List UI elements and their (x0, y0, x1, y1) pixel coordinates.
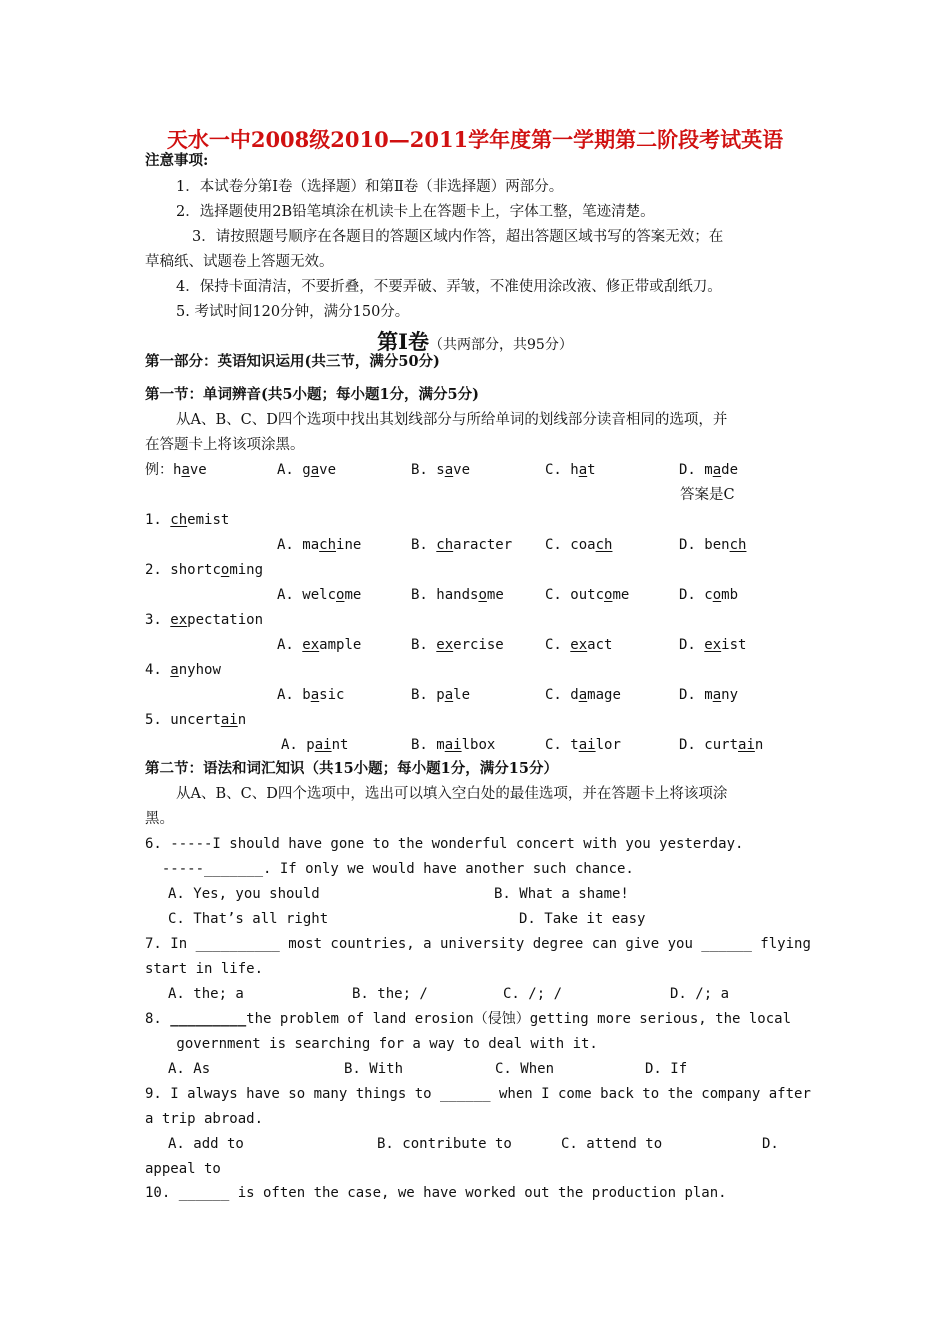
question-9-option-a: A. add to (168, 1136, 244, 1152)
notice-item: 4．保持卡面清洁，不要折叠，不要弄破、弄皱，不准使用涂改液、修正带或刮纸刀。 (176, 279, 722, 295)
notice-item: 3．请按照题号顺序在各题目的答题区域内作答，超出答题区域书写的答案无效；在 (192, 229, 724, 245)
section2-instruction: 黑。 (145, 811, 174, 827)
question-9-stem: 9. I always have so many things to ______ when I come back to the company after (145, 1086, 811, 1102)
pronunciation-option-a: A. welcome (277, 587, 362, 603)
pronunciation-option-b: B. exercise (411, 637, 504, 653)
section1-instruction: 从A、B、C、D四个选项中找出其划线部分与所给单词的划线部分读音相同的选项，并 (176, 412, 728, 428)
pronunciation-option-d: D. curtain (679, 737, 764, 753)
pronunciation-option-b: B. handsome (411, 587, 504, 603)
pronunciation-option-c: C. tailor (545, 737, 621, 753)
volume-heading (0, 326, 950, 356)
pronunciation-option-c: C. exact (545, 637, 613, 653)
notice-heading: 注意事项: (145, 152, 209, 169)
example-option-d: D. made (679, 462, 739, 478)
question-7-option-d: D. /; a (670, 986, 730, 1002)
pronunciation-option-a: A. machine (277, 537, 362, 553)
question-9-option-d: D. (762, 1136, 779, 1152)
question-8-option-a: A. As (168, 1061, 211, 1077)
volume-note: （共两部分，共95分） (429, 337, 573, 353)
question-9-option-d: appeal to (145, 1161, 221, 1177)
section1-heading: 第一节：单词辨音(共5小题；每小题1分，满分5分) (145, 386, 479, 403)
notice-item: 1．本试卷分第Ⅰ卷（选择题）和第Ⅱ卷（非选择题）两部分。 (176, 179, 564, 195)
notice-item: 2．选择题使用2B铅笔填涂在机读卡上在答题卡上，字体工整，笔迹清楚。 (176, 204, 655, 220)
pronunciation-option-b: B. mailbox (411, 737, 496, 753)
question-6-option-d: D. Take it easy (519, 911, 646, 927)
example-option-c: C. hat (545, 462, 596, 478)
pronunciation-question-stem: 2. shortcoming (145, 562, 264, 578)
question-6-stem: 6. -----I should have gone to the wonderful concert with you yesterday. (145, 836, 744, 852)
question-8-option-c: C. When (495, 1061, 555, 1077)
question-7-option-b: B. the; / (352, 986, 428, 1002)
notice-item: 5. 考试时间120分钟，满分150分。 (176, 304, 410, 320)
question-9-option-c: C. attend to (561, 1136, 663, 1152)
pronunciation-question-stem: 4. anyhow (145, 662, 221, 678)
section2-instruction: 从A、B、C、D四个选项中，选出可以填入空白处的最佳选项，并在答题卡上将该项涂 (176, 786, 728, 802)
pronunciation-option-c: C. damage (545, 687, 621, 703)
section2-heading: 第二节：语法和词汇知识（共15小题；每小题1分，满分15分） (145, 760, 558, 777)
pronunciation-option-d: D. comb (679, 587, 739, 603)
example-stem: 例：have (145, 462, 207, 478)
part1-heading: 第一部分：英语知识运用(共三节，满分50分) (145, 353, 440, 370)
pronunciation-option-d: D. exist (679, 637, 747, 653)
pronunciation-question-stem: 3. expectation (145, 612, 264, 628)
question-10-stem: 10. ______ is often the case, we have worked out the production plan. (145, 1185, 727, 1201)
pronunciation-option-d: D. bench (679, 537, 747, 553)
question-6-stem: -----_______. If only we would have another such chance. (145, 861, 634, 877)
pronunciation-option-a: A. paint (281, 737, 349, 753)
pronunciation-option-c: C. coach (545, 537, 613, 553)
question-7-stem: start in life. (145, 961, 264, 977)
question-8-blank: _________ (170, 1011, 247, 1027)
question-8-option-d: D. If (645, 1061, 688, 1077)
question-9-option-b: B. contribute to (377, 1136, 512, 1152)
example-option-b: B. save (411, 462, 471, 478)
question-7-option-c: C. /; / (503, 986, 563, 1002)
question-7-option-a: A. the; a (168, 986, 244, 1002)
question-6-option-a: A. Yes, you should (168, 886, 320, 902)
exam-title: 天水一中2008级2010—2011学年度第一学期第二阶段考试英语 (166, 127, 784, 152)
pronunciation-question-stem: 1. chemist (145, 512, 230, 528)
volume-name: 第Ⅰ卷 (377, 329, 429, 354)
notice-item: 草稿纸、试题卷上答题无效。 (145, 254, 334, 270)
question-6-option-c: C. That’s all right (168, 911, 329, 927)
pronunciation-option-a: A. example (277, 637, 362, 653)
question-8-option-b: B. With (344, 1061, 404, 1077)
pronunciation-question-stem: 5. uncertain (145, 712, 247, 728)
section1-instruction: 在答题卡上将该项涂黑。 (145, 437, 305, 453)
question-7-stem: 7. In __________ most countries, a university degree can give you ______ flying (145, 936, 811, 952)
pronunciation-option-a: A. basic (277, 687, 345, 703)
pronunciation-option-c: C. outcome (545, 587, 630, 603)
question-8-stem: government is searching for a way to deal with it. (168, 1036, 598, 1052)
pronunciation-option-d: D. many (679, 687, 739, 703)
example-answer: 答案是C (680, 487, 735, 503)
question-9-stem: a trip abroad. (145, 1111, 264, 1127)
pronunciation-option-b: B. pale (411, 687, 471, 703)
question-8-stem: 8. _________the problem of land erosion（侵蚀）getting more serious, the local (145, 1011, 792, 1027)
example-option-a: A. gave (277, 462, 337, 478)
pronunciation-option-b: B. character (411, 537, 513, 553)
question-6-option-b: B. What a shame! (494, 886, 629, 902)
